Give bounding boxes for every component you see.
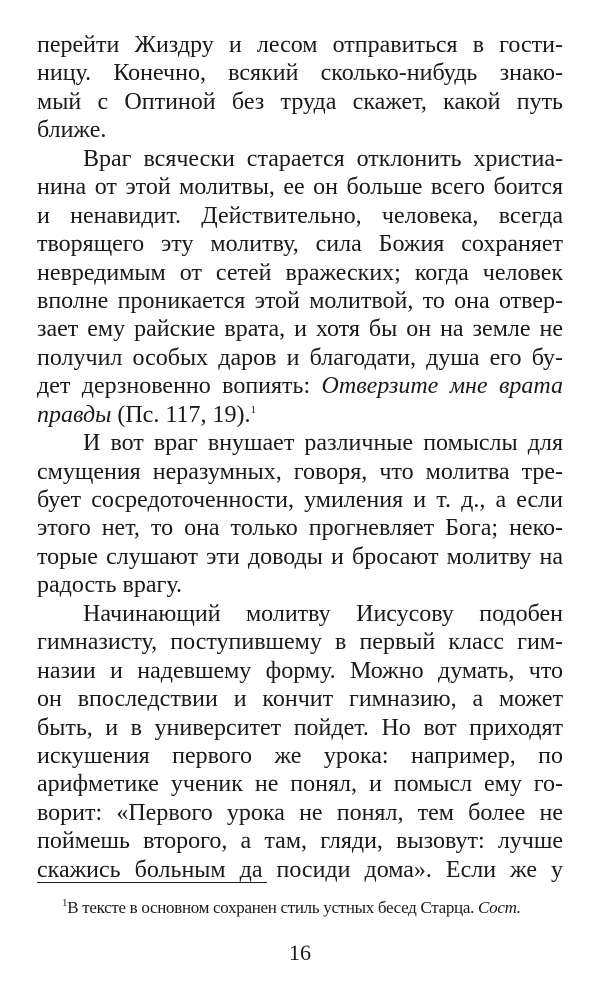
text-run: зает ему райские врата, и хотя бы он на земле не [37,316,563,343]
text-line [37,344,563,372]
paragraph [37,145,563,429]
text-run: Начинающий молитву Иисусову подобен [83,600,563,627]
paragraph [37,429,563,600]
text-run: этого нет, то она только прогневляет Бога; неко- [37,515,563,542]
text-run: дет дерзновенно вопиять: [37,373,322,400]
text-line [37,685,563,713]
footnote-mark: 1 [62,897,68,909]
text-line [37,31,563,59]
text-run: гимназисту, поступившему в первый класс гим- [37,629,563,656]
footnote-source: Сост. [478,898,521,917]
text-line [37,600,563,628]
text-run: он впоследствии и кончит гимназию, а может [37,686,563,713]
text-run: невредимым от сетей вражеских; когда человек [37,259,563,286]
text-run: перейти Жиздру и лесом отправиться в гости- [37,32,563,58]
text-run: ницу. Конечно, всякий сколько-нибудь знако- [37,60,563,87]
text-line [37,628,563,656]
text-line [37,259,563,287]
text-run: торые слушают эти доводы и бросают молитву на [37,543,563,570]
text-line [37,571,563,599]
text-run: Враг всячески старается отклонить христиа- [83,145,563,172]
text-line [37,401,563,429]
text-line [37,287,563,315]
text-line [37,827,563,855]
text-run: вполне проникается этой молитвой, то она отвер- [37,287,563,314]
text-line [37,372,563,400]
text-line [37,458,563,486]
paragraph [37,600,563,884]
text-run: назии и надевшему форму. Можно думать, что [37,657,563,684]
footnote [62,898,521,918]
text-run: поймешь второго, а там, гляди, вызовут: лучше [37,828,563,855]
text-line [37,486,563,514]
text-run: И вот враг внушает различные помыслы для [83,430,563,457]
text-line [37,514,563,542]
text-run: ворит: «Первого урока не понял, тем более не [37,799,563,826]
text-run: арифметике ученик не понял, и помысл ему го- [37,771,563,798]
text-line [37,856,563,884]
footnote-text: В тексте в основном сохранен стиль устных бесед Старца. [67,898,478,917]
text-run: бует сосредоточенности, умиления и т. д., а если [37,487,563,513]
text-run: (Пс. 117, 19). [111,401,251,428]
text-line [37,770,563,798]
text-line [37,202,563,230]
text-line [37,714,563,742]
text-line [37,543,563,571]
body-text [37,31,563,884]
text-line [37,173,563,201]
text-line [37,657,563,685]
text-line [37,145,563,173]
text-run: мый с Оптиной без труда скажет, какой путь [37,88,563,115]
text-run: скажись больным да посиди дома». Если же у [37,856,563,883]
text-line [37,799,563,827]
text-line [37,742,563,770]
text-line [37,230,563,258]
text-run: быть, и в университет пойдет. Но вот приходят [37,714,563,741]
text-run: смущения неразумных, говоря, что молитва тре- [37,458,563,485]
text-run: ближе. [37,117,107,144]
text-line [37,429,563,457]
text-line [37,116,563,144]
text-line [37,59,563,87]
text-run: радость врагу. [37,572,182,599]
text-run: получил особых даров и благодати, душа его бу- [37,344,563,371]
text-run: нина от этой молитвы, ее он больше всего боится [37,174,563,201]
page-number: 16 [289,940,311,965]
text-line [37,315,563,343]
text-run: искушения первого же урока: например, по [37,742,563,769]
footnote-reference: 1 [250,403,256,416]
italic-quote: Отверзите мне врата [321,373,563,400]
text-line [37,88,563,116]
paragraph [37,31,563,145]
text-run: и ненавидит. Действительно, человека, всегда [37,202,563,229]
italic-quote: правды [37,401,112,428]
footnote-divider [37,882,267,883]
text-run: творящего эту молитву, сила Божия сохраняет [37,231,563,258]
